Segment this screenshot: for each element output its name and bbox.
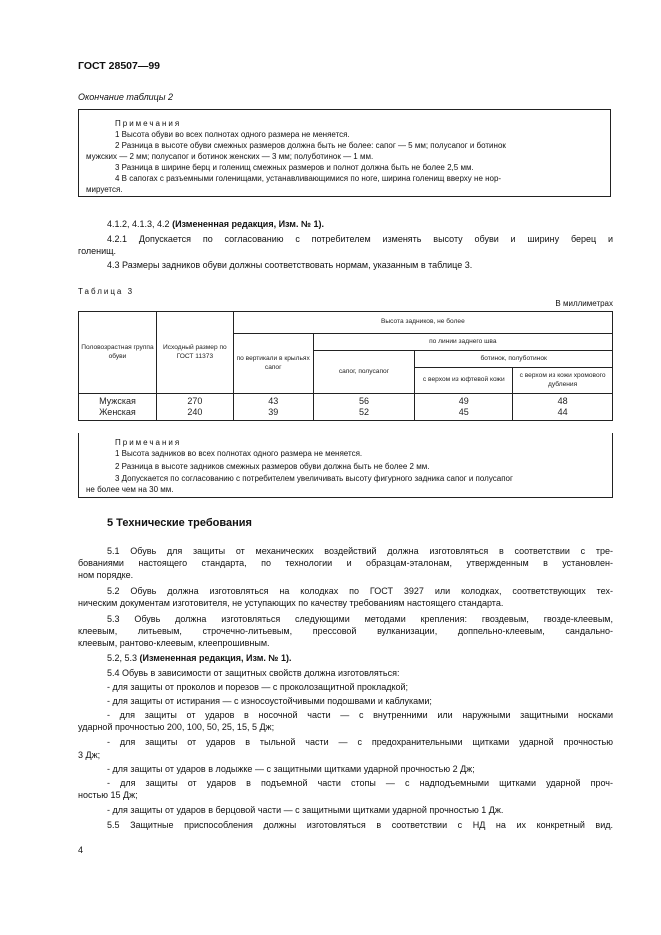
cell-size: 270 [156,394,233,408]
note-3b: не более чем на 30 мм. [86,485,174,494]
edition-note: (Измененная редакция, Изм. № 1). [172,219,324,229]
para-ref: 5.2, 5.3 [107,653,138,663]
table3-units: В миллиметрах [555,299,613,308]
th-chrome: с верхом из кожи хромового дубления [513,368,613,394]
para-5-1b: бованиями настоящего стандарта, по технологии и образцам-эталонам, утвержденным в установлен- [78,558,613,568]
para-4-1-2 [107,218,324,230]
note-1: 1 Высота задников во всех полнотах одного размера не меняется. [115,449,363,458]
note-2b: мужских — 2 мм; полусапог и ботинок женских — 3 мм; полуботинок — 1 мм. [86,152,374,161]
cell-chrome: 44 [513,407,613,421]
table3-caption: Таблица 3 [78,287,135,296]
para-5-3c: клеевым, рантово-клеевым, клеепрошивным. [78,638,270,648]
list-item: - для защиты от ударов в тыльной части — с предохранительными щитками ударной прочностью [107,737,613,747]
note-3: 3 Разница в ширине берц и голенищ смежных размеров и полнот должна быть не более 2,5 мм. [115,163,474,172]
note-2a: 2 Разница в высоте обуви смежных размеров должна быть не более: сапог — 5 мм; полусапог и ботинок [115,141,506,150]
list-item-cont: 3 Дж; [78,750,101,760]
list-item: - для защиты от проколов и порезов — с проколозащитной прокладкой; [107,682,409,692]
th-shoes: ботинок, полуботинок [415,351,613,368]
cell-yuft: 49 [415,394,513,408]
list-item: - для защиты от ударов в берцовой части — с защитными щитками ударной прочностью 1 Дж. [107,805,504,815]
note-4a: 4 В сапогах с разъемными голенищами, устанавливающимися по ноге, ширина голенищ вверху не нор- [115,174,502,183]
cell-vert: 43 [233,394,313,408]
para-5-2a: 5.2 Обувь должна изготовляться на колодках по ГОСТ 3927 или колодках, соответствующих тех- [107,586,613,596]
th-size: Исходный размер по ГОСТ 11373 [156,312,233,394]
list-item: - для защиты от ударов в подъемной части стопы — с надподъемными щитками ударной проч- [107,778,613,788]
para-5-5: 5.5 Защитные приспособления должны изготовляться в соответствии с НД на их конкретный вид. [107,820,613,830]
para-5-1c: ном порядке. [78,570,134,580]
para-4-2-1a: 4.2.1 Допускается по согласованию с потребителем изменять высоту обуви и ширину берец и [107,234,613,244]
list-item: - для защиты от ударов в лодыжке — с защитными щитками ударной прочностью 2 Дж; [107,764,475,774]
list-item-cont: ностью 15 Дж; [78,790,138,800]
para-ref: 4.1.2, 4.1.3, 4.2 [107,219,170,229]
th-height: Высота задников, не более [233,312,612,334]
note-3a: 3 Допускается по согласованию с потребителем увеличивать высоту фигурного задника сапог и полусапог [115,474,513,483]
th-boots: сапог, полусапог [313,351,415,394]
notes-title: Примечания [115,119,182,128]
list-item: - для защиты от ударов в носочной части — с внутренними или наружными защитными носками [107,710,613,720]
th-yuft: с верхом из юфтевой кожи [415,368,513,394]
cell-vert: 39 [233,407,313,421]
th-seam: по линии заднего шва [313,334,612,351]
cell-group: Мужская [79,394,157,408]
table-continuation-label: Окончание таблицы 2 [78,92,173,102]
note-4b: мируется. [86,185,123,194]
para-5-4: 5.4 Обувь в зависимости от защитных свойств должна изготовляться: [107,668,400,678]
cell-size: 240 [156,407,233,421]
table3-notes-box [78,433,613,498]
para-5-3b: клеевым, литьевым, строчечно-литьевым, прессовой вулканизации, доппельно-клеевым, сандально- [78,626,613,636]
notes-title: Примечания [115,438,182,447]
cell-group: Женская [79,407,157,421]
section-title: 5 Технические требования [107,517,252,529]
para-5-3a: 5.3 Обувь должна изготовляться следующими методами крепления: гвоздевым, гвозде-клеевым, [107,614,613,624]
cell-boots: 56 [313,394,415,408]
table-row [79,407,613,421]
th-vertical: по вертикали в крыльях сапог [233,334,313,394]
edition-note: (Измененная редакция, Изм. № 1). [139,653,292,663]
table-row [79,394,613,408]
note-2: 2 Разница в высоте задников смежных размеров обуви должна быть не более 2 мм. [115,462,430,471]
standard-code: ГОСТ 28507—99 [78,60,161,72]
page-number: 4 [78,845,84,855]
para-4-3: 4.3 Размеры задников обуви должны соответствовать нормам, указанным в таблице 3. [107,260,473,270]
table3 [78,311,613,421]
cell-chrome: 48 [513,394,613,408]
cell-yuft: 45 [415,407,513,421]
para-4-2-1b: голенищ. [78,246,117,256]
table2-notes-box [78,109,611,197]
list-item-cont: ударной прочностью 200, 100, 50, 25, 15, 5 Дж; [78,722,275,732]
para-5-1a: 5.1 Обувь для защиты от механических воздействий должна изготовляться в соответствии с тре- [107,546,613,556]
list-item: - для защиты от истирания — с износоустойчивыми подошвами и каблуками; [107,696,432,706]
para-5-2b: ническим документам изготовителя, не уступающих по качеству требованиям настоящего стандарта. [78,598,504,608]
para-5-2-5-3-edition [107,652,291,664]
cell-boots: 52 [313,407,415,421]
th-group: Половозрастная группа обуви [79,312,157,394]
note-1: 1 Высота обуви во всех полнотах одного размера не меняется. [115,130,350,139]
